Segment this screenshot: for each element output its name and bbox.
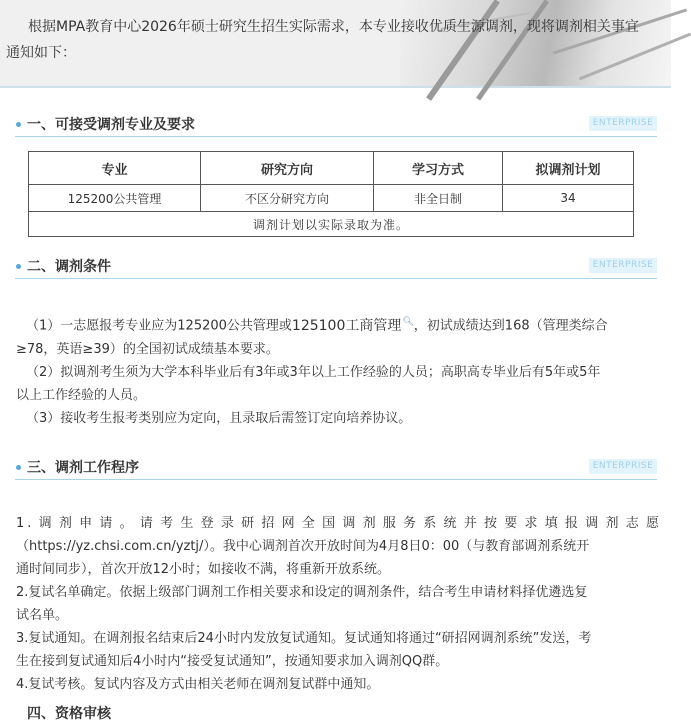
step-1-cont-2: 通时间同步），首次开放12小时；如接收不满，将重新开放系统。 [16, 562, 391, 577]
header-plan: 拟调剂计划 [503, 152, 634, 185]
transfer-plan-table [28, 151, 634, 237]
step-2: 2.复试名单确定。依据上级部门调剂工作相关要求和设定的调剂条件，结合考生申请材料择优遴选复 [16, 585, 588, 600]
enterprise-badge: ENTERPRISE [589, 258, 657, 273]
step-3-cont: 生在接到复试通知后4小时内“接受复试通知”，按通知要求加入调剂QQ群。 [16, 654, 449, 669]
header-major: 专业 [29, 152, 201, 185]
step-2-cont: 试名单。 [16, 608, 69, 623]
intro-text [0, 14, 671, 66]
intro-line-1: 根据MPA教育中心2026年硕士研究生招生实际需求，本专业接收优质生源调剂，现将调剂相关事宜 [28, 19, 639, 35]
section-1-title: 一、可接受调剂专业及要求 [27, 117, 195, 133]
condition-1: （1）一志愿报考专业应为125200公共管理或125100工商管理🔍︎，初试成绩达到168（管理类综合 [26, 317, 608, 334]
section-4-heading [15, 703, 657, 722]
step-1: 1.调剂申请。请考生登录研招网全国调剂服务系统并按要求填报调剂志愿 [16, 516, 662, 531]
step-1-cont: （https://yz.chsi.com.cn/yztj/）。我中心调剂首次开放时间为4月8日0：00（与教育部调剂系统开 [16, 539, 590, 554]
search-icon: 🔍︎ [402, 317, 414, 327]
section-2-title: 二、调剂条件 [27, 259, 111, 275]
conditions-text [16, 311, 662, 430]
section-3-title: 三、调剂工作程序 [27, 460, 139, 476]
section-2-heading [15, 256, 657, 279]
cell-plan: 34 [503, 185, 634, 212]
header-study-mode: 学习方式 [374, 152, 503, 185]
condition-2: （2）拟调剂考生须为大学本科毕业后有3年或3年以上工作经验的人员；高职高专毕业后有5年或5年 [26, 364, 601, 380]
intro-line-2: 通知如下： [6, 45, 76, 61]
cell-study-mode: 非全日制 [374, 185, 503, 212]
condition-1-cont: ≥78，英语≥39）的全国初试成绩基本要求。 [16, 341, 279, 357]
bullet-dot [16, 465, 21, 470]
condition-3: （3）接收考生报考类别应为定向，且录取后需签订定向培养协议。 [26, 410, 412, 426]
step-3: 3.复试通知。在调剂报名结束后24小时内发放复试通知。复试通知将通过“研招网调剂系统”发送，考 [16, 631, 592, 646]
cell-direction: 不区分研究方向 [201, 185, 374, 212]
table-note-row [29, 212, 634, 237]
section-1-heading [15, 114, 657, 137]
bullet-dot [16, 264, 21, 269]
header-direction: 研究方向 [201, 152, 374, 185]
step-4: 4.复试考核。复试内容及方式由相关老师在调剂复试群中通知。 [16, 677, 380, 692]
table-row [29, 185, 634, 212]
procedure-text [16, 512, 662, 696]
cell-major: 125200公共管理 [29, 185, 201, 212]
mba-link[interactable]: 125100工商管理🔍︎ [291, 317, 414, 334]
intro-banner [0, 0, 671, 88]
cell-note: 调剂计划以实际录取为准。 [29, 212, 634, 237]
enterprise-badge: ENTERPRISE [589, 459, 657, 474]
condition-2-cont: 以上工作经验的人员。 [16, 387, 147, 403]
bullet-dot [16, 122, 21, 127]
table-header-row [29, 152, 634, 185]
section-4-title: 四、资格审核 [27, 706, 111, 722]
section-3-heading [15, 457, 657, 480]
enterprise-badge: ENTERPRISE [589, 116, 657, 131]
